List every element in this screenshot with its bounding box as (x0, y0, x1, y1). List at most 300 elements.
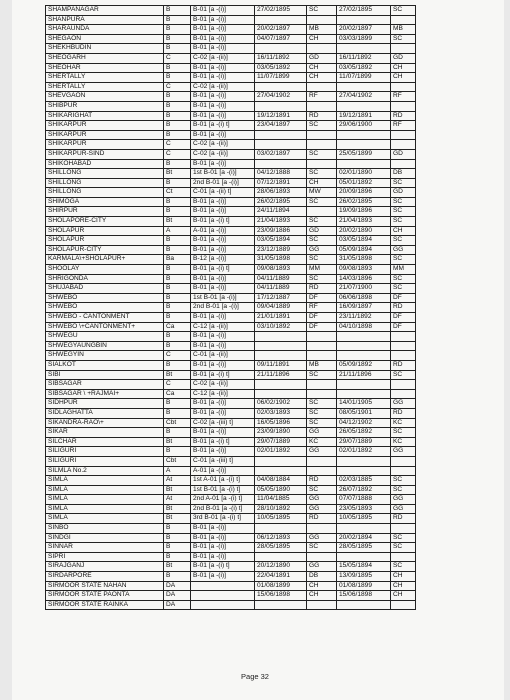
earliest-date-cell: 21/04/1893 (255, 217, 307, 227)
earliest-source-cell: CH (307, 178, 337, 188)
table-row (46, 591, 416, 601)
class-cell: Bt (164, 562, 191, 572)
class-cell: Bt (164, 485, 191, 495)
table-row (46, 197, 416, 207)
station-name-cell: SIKAR (46, 428, 164, 438)
table-row (46, 380, 416, 390)
earliest-date-cell: 04/07/1897 (255, 34, 307, 44)
table-row (46, 332, 416, 342)
table-row (46, 73, 416, 83)
earliest-date-cell: 27/04/1902 (255, 92, 307, 102)
earliest-source-cell: RF (307, 303, 337, 313)
type-code-cell (191, 600, 255, 610)
latest-source-cell: SC (391, 543, 416, 553)
latest-date-cell: 02/01/1892 (337, 447, 391, 457)
type-code-cell: 2nd B-01 [a -(i)] (191, 178, 255, 188)
class-cell: B (164, 6, 191, 16)
type-code-cell: C-12 [a -(ii)] (191, 389, 255, 399)
class-cell: B (164, 303, 191, 313)
earliest-source-cell: RD (307, 514, 337, 524)
table-row (46, 495, 416, 505)
latest-source-cell: RD (391, 514, 416, 524)
earliest-date-cell: 23/09/1890 (255, 428, 307, 438)
type-code-cell: B-01 [a -(i)] (191, 73, 255, 83)
earliest-source-cell (307, 524, 337, 534)
class-cell: DA (164, 581, 191, 591)
latest-source-cell (391, 82, 416, 92)
latest-date-cell: 05/09/1894 (337, 245, 391, 255)
latest-date-cell: 16/11/1892 (337, 53, 391, 63)
station-name-cell: SINBO (46, 524, 164, 534)
station-name-cell: SHIKARIGHAT (46, 111, 164, 121)
latest-date-cell: 06/06/1898 (337, 293, 391, 303)
latest-source-cell: RF (391, 92, 416, 102)
type-code-cell: 1st B-01 [a -(i)] (191, 293, 255, 303)
table-row (46, 399, 416, 409)
type-code-cell: B-01 [a -(i) t] (191, 265, 255, 275)
latest-date-cell: 26/05/1892 (337, 428, 391, 438)
station-name-cell: SHOLAPUR-CITY (46, 245, 164, 255)
earliest-source-cell: GG (307, 495, 337, 505)
earliest-source-cell (307, 389, 337, 399)
class-cell: B (164, 63, 191, 73)
station-name-cell: SHWEBO (46, 293, 164, 303)
earliest-source-cell: SC (307, 274, 337, 284)
latest-source-cell (391, 332, 416, 342)
station-name-cell: SHIKOHABAD (46, 159, 164, 169)
earliest-source-cell: MM (307, 265, 337, 275)
earliest-source-cell (307, 82, 337, 92)
latest-date-cell: 14/01/1905 (337, 399, 391, 409)
latest-source-cell (391, 380, 416, 390)
station-name-cell: SHIMOGA (46, 197, 164, 207)
latest-source-cell: SC (391, 6, 416, 16)
latest-source-cell: CH (391, 581, 416, 591)
latest-date-cell: 29/07/1889 (337, 437, 391, 447)
station-name-cell: SHILLONG (46, 178, 164, 188)
table-row (46, 169, 416, 179)
table-row (46, 6, 416, 16)
earliest-source-cell: SC (307, 399, 337, 409)
type-code-cell: B-01 [a -(i)] (191, 447, 255, 457)
earliest-date-cell: 02/03/1893 (255, 408, 307, 418)
type-code-cell: C-02 [a -(ii)] (191, 149, 255, 159)
class-cell: C (164, 149, 191, 159)
earliest-date-cell: 23/12/1889 (255, 245, 307, 255)
type-code-cell: B-01 [a -(i)] (191, 197, 255, 207)
earliest-date-cell: 03/05/1892 (255, 63, 307, 73)
latest-date-cell: 09/08/1893 (337, 265, 391, 275)
type-code-cell: B-01 [a -(i)] (191, 360, 255, 370)
latest-source-cell (391, 130, 416, 140)
station-name-cell: SIMLA (46, 514, 164, 524)
type-code-cell: B-01 [a -(i)] (191, 92, 255, 102)
station-name-cell: SHAMPANAGAR (46, 6, 164, 16)
type-code-cell: C-02 [a -(ii)] (191, 140, 255, 150)
latest-source-cell (391, 456, 416, 466)
latest-source-cell: CH (391, 73, 416, 83)
table-row (46, 389, 416, 399)
earliest-source-cell: SC (307, 418, 337, 428)
table-row (46, 370, 416, 380)
earliest-source-cell: SC (307, 370, 337, 380)
latest-source-cell: RD (391, 408, 416, 418)
earliest-date-cell: 20/02/1897 (255, 25, 307, 35)
latest-source-cell: RD (391, 360, 416, 370)
earliest-date-cell: 21/11/1896 (255, 370, 307, 380)
station-name-cell: SHIKARPUR (46, 130, 164, 140)
earliest-date-cell: 29/07/1889 (255, 437, 307, 447)
class-cell: Bt (164, 514, 191, 524)
class-cell: B (164, 197, 191, 207)
type-code-cell (191, 591, 255, 601)
earliest-source-cell (307, 130, 337, 140)
earliest-date-cell: 28/05/1895 (255, 543, 307, 553)
earliest-date-cell: 01/08/1899 (255, 581, 307, 591)
earliest-date-cell: 09/04/1889 (255, 303, 307, 313)
latest-date-cell: 03/05/1894 (337, 236, 391, 246)
earliest-date-cell (255, 351, 307, 361)
latest-date-cell: 08/05/1901 (337, 408, 391, 418)
latest-date-cell: 16/09/1897 (337, 303, 391, 313)
station-name-cell: SHERTALLY (46, 73, 164, 83)
class-cell: Cbt (164, 456, 191, 466)
earliest-date-cell: 16/05/1896 (255, 418, 307, 428)
class-cell: Ba (164, 255, 191, 265)
station-name-cell: SIKANDRA-RAO\+ (46, 418, 164, 428)
latest-source-cell: RF (391, 121, 416, 131)
class-cell: B (164, 92, 191, 102)
type-code-cell: C-02 [a -(ii)] (191, 380, 255, 390)
table-row (46, 236, 416, 246)
station-name-cell: SIDLAGHATTA (46, 408, 164, 418)
earliest-source-cell: GG (307, 504, 337, 514)
earliest-date-cell: 04/08/1884 (255, 476, 307, 486)
station-name-cell: SHOLAPUR (46, 226, 164, 236)
latest-date-cell (337, 332, 391, 342)
station-name-cell: SIMLA (46, 485, 164, 495)
type-code-cell: B-01 [a -(i)] (191, 399, 255, 409)
station-name-cell: SIBSAGAR \ +RAJMAI+ (46, 389, 164, 399)
table-row (46, 15, 416, 25)
latest-source-cell: SC (391, 197, 416, 207)
earliest-date-cell (255, 159, 307, 169)
type-code-cell: B-01 [a -(i)] (191, 130, 255, 140)
earliest-source-cell: SC (307, 6, 337, 16)
type-code-cell: B-01 [a -(i)] (191, 428, 255, 438)
station-name-cell: SHEKHBUDIN (46, 44, 164, 54)
latest-date-cell (337, 600, 391, 610)
earliest-source-cell (307, 552, 337, 562)
earliest-source-cell: SC (307, 408, 337, 418)
type-code-cell: B-01 [a -(i) t] (191, 121, 255, 131)
station-name-cell: SIRMOOR STATE PAONTA (46, 591, 164, 601)
class-cell: B (164, 44, 191, 54)
class-cell: B (164, 428, 191, 438)
station-name-cell: SILIGURI (46, 447, 164, 457)
class-cell: B (164, 245, 191, 255)
earliest-source-cell: GD (307, 53, 337, 63)
class-cell: B (164, 121, 191, 131)
earliest-source-cell (307, 351, 337, 361)
latest-source-cell: CH (391, 591, 416, 601)
latest-source-cell: SC (391, 217, 416, 227)
station-name-cell: SHWEBO (46, 303, 164, 313)
earliest-date-cell: 28/10/1892 (255, 504, 307, 514)
latest-source-cell: GD (391, 188, 416, 198)
table-row (46, 533, 416, 543)
table-row (46, 63, 416, 73)
latest-source-cell: SC (391, 562, 416, 572)
table-row (46, 92, 416, 102)
station-name-cell: SHRIGONDA (46, 274, 164, 284)
earliest-source-cell: DB (307, 572, 337, 582)
table-row (46, 456, 416, 466)
class-cell: B (164, 399, 191, 409)
latest-source-cell: GG (391, 495, 416, 505)
table-row (46, 34, 416, 44)
latest-source-cell (391, 466, 416, 476)
earliest-date-cell: 04/11/1889 (255, 274, 307, 284)
earliest-source-cell: GG (307, 447, 337, 457)
table-row (46, 255, 416, 265)
table-row (46, 217, 416, 227)
class-cell: B (164, 178, 191, 188)
class-cell: B (164, 360, 191, 370)
latest-source-cell: DF (391, 313, 416, 323)
station-name-cell: SIMLA (46, 504, 164, 514)
earliest-source-cell: SC (307, 255, 337, 265)
type-code-cell: B-01 [a -(i)] (191, 207, 255, 217)
station-name-cell: SIBI (46, 370, 164, 380)
latest-source-cell: RD (391, 111, 416, 121)
earliest-source-cell (307, 332, 337, 342)
earliest-date-cell: 04/11/1889 (255, 284, 307, 294)
latest-date-cell: 26/07/1892 (337, 485, 391, 495)
latest-source-cell: GD (391, 53, 416, 63)
station-name-cell: SHWEGYIN (46, 351, 164, 361)
latest-date-cell (337, 44, 391, 54)
class-cell: Bt (164, 504, 191, 514)
type-code-cell: B-01 [a -(i)] (191, 236, 255, 246)
table-row (46, 274, 416, 284)
table-row (46, 178, 416, 188)
table-row (46, 360, 416, 370)
class-cell: B (164, 159, 191, 169)
station-name-cell: SHEVGAON (46, 92, 164, 102)
table-row (46, 149, 416, 159)
type-code-cell: B-01 [a -(i) t] (191, 217, 255, 227)
earliest-date-cell (255, 341, 307, 351)
earliest-source-cell (307, 466, 337, 476)
type-code-cell: B-01 [a -(i)] (191, 44, 255, 54)
earliest-source-cell (307, 15, 337, 25)
earliest-date-cell (255, 524, 307, 534)
type-code-cell: 3rd B-01 [a -(i) t] (191, 514, 255, 524)
earliest-source-cell: CH (307, 73, 337, 83)
earliest-source-cell: GG (307, 533, 337, 543)
class-cell: C (164, 380, 191, 390)
table-row (46, 130, 416, 140)
station-name-cell: SINNAR (46, 543, 164, 553)
table-row (46, 504, 416, 514)
latest-source-cell: GG (391, 245, 416, 255)
earliest-source-cell: DF (307, 322, 337, 332)
earliest-date-cell: 15/06/1898 (255, 591, 307, 601)
table-row (46, 476, 416, 486)
latest-date-cell: 14/03/1896 (337, 274, 391, 284)
class-cell: B (164, 101, 191, 111)
station-name-cell: SHOLAPUR (46, 236, 164, 246)
latest-date-cell: 13/09/1895 (337, 572, 391, 582)
earliest-source-cell (307, 140, 337, 150)
type-code-cell: C-01 [a -(ii) t] (191, 188, 255, 198)
earliest-date-cell: 06/12/1893 (255, 533, 307, 543)
earliest-source-cell (307, 101, 337, 111)
station-name-cell: SHIKARPUR (46, 121, 164, 131)
latest-date-cell: 03/05/1892 (337, 63, 391, 73)
type-code-cell: B-01 [a -(i)] (191, 274, 255, 284)
earliest-date-cell (255, 82, 307, 92)
table-row (46, 600, 416, 610)
station-name-cell: SIRMOOR STATE NAHAN (46, 581, 164, 591)
station-name-cell: SHWEBO \+CANTONMENT+ (46, 322, 164, 332)
latest-date-cell: 28/05/1895 (337, 543, 391, 553)
earliest-source-cell (307, 600, 337, 610)
class-cell: B (164, 293, 191, 303)
station-name-cell: SIRAJGANJ (46, 562, 164, 572)
latest-date-cell (337, 15, 391, 25)
type-code-cell: B-01 [a -(i)] (191, 543, 255, 553)
type-code-cell: C-01 [a -(ii)] (191, 351, 255, 361)
station-name-cell: SILMLA No.2 (46, 466, 164, 476)
earliest-date-cell (255, 130, 307, 140)
table-row (46, 418, 416, 428)
latest-date-cell (337, 380, 391, 390)
class-cell: B (164, 533, 191, 543)
earliest-date-cell: 05/05/1890 (255, 485, 307, 495)
latest-date-cell (337, 456, 391, 466)
table-row (46, 245, 416, 255)
earliest-source-cell: SC (307, 121, 337, 131)
latest-source-cell: CH (391, 572, 416, 582)
table-row (46, 53, 416, 63)
earliest-date-cell: 16/11/1892 (255, 53, 307, 63)
earliest-source-cell: GG (307, 428, 337, 438)
latest-date-cell: 19/12/1891 (337, 111, 391, 121)
latest-source-cell: GG (391, 399, 416, 409)
station-name-cell: SIRDARPORE (46, 572, 164, 582)
earliest-date-cell: 26/02/1895 (255, 197, 307, 207)
latest-source-cell: SC (391, 485, 416, 495)
latest-source-cell: KC (391, 418, 416, 428)
table-row (46, 265, 416, 275)
latest-date-cell: 21/07/1900 (337, 284, 391, 294)
station-name-cell: SIBSAGAR (46, 380, 164, 390)
latest-date-cell: 03/03/1899 (337, 34, 391, 44)
earliest-date-cell: 23/04/1897 (255, 121, 307, 131)
station-name-cell: SIPRI (46, 552, 164, 562)
latest-date-cell: 29/06/1900 (337, 121, 391, 131)
latest-date-cell: 04/12/1902 (337, 418, 391, 428)
latest-date-cell: 05/09/1892 (337, 360, 391, 370)
station-name-cell: SHWEGU (46, 332, 164, 342)
earliest-date-cell: 20/12/1890 (255, 562, 307, 572)
class-cell: Cbt (164, 418, 191, 428)
earliest-date-cell: 07/12/1891 (255, 178, 307, 188)
class-cell: Bt (164, 370, 191, 380)
type-code-cell: B-01 [a -(i)] (191, 63, 255, 73)
type-code-cell: C-02 [a -(iii) t] (191, 418, 255, 428)
earliest-date-cell (255, 552, 307, 562)
earliest-date-cell: 03/05/1894 (255, 236, 307, 246)
type-code-cell: B-01 [a -(i)] (191, 159, 255, 169)
table-row (46, 524, 416, 534)
class-cell: Bt (164, 217, 191, 227)
latest-date-cell: 02/03/1885 (337, 476, 391, 486)
latest-source-cell (391, 159, 416, 169)
earliest-date-cell (255, 389, 307, 399)
type-code-cell: B-01 [a -(i) t] (191, 437, 255, 447)
class-cell: B (164, 34, 191, 44)
latest-source-cell: RD (391, 303, 416, 313)
latest-date-cell: 23/11/1892 (337, 313, 391, 323)
earliest-source-cell: SC (307, 217, 337, 227)
class-cell: B (164, 236, 191, 246)
latest-date-cell: 23/05/1893 (337, 504, 391, 514)
latest-source-cell: DF (391, 322, 416, 332)
station-name-cell: SHERTALLY (46, 82, 164, 92)
table-row (46, 562, 416, 572)
type-code-cell: B-01 [a -(i)] (191, 245, 255, 255)
earliest-date-cell: 04/12/1888 (255, 169, 307, 179)
latest-date-cell: 25/05/1899 (337, 149, 391, 159)
class-cell: B (164, 130, 191, 140)
class-cell: B (164, 408, 191, 418)
table-row (46, 552, 416, 562)
table-row (46, 207, 416, 217)
class-cell: B (164, 284, 191, 294)
type-code-cell: C-12 [a -(ii)] (191, 322, 255, 332)
earliest-date-cell (255, 466, 307, 476)
earliest-date-cell: 10/05/1895 (255, 514, 307, 524)
latest-source-cell: SC (391, 476, 416, 486)
earliest-date-cell: 06/02/1902 (255, 399, 307, 409)
post-office-register-table (45, 5, 416, 610)
latest-source-cell: SC (391, 255, 416, 265)
class-cell: Ct (164, 188, 191, 198)
earliest-source-cell: DF (307, 313, 337, 323)
earliest-source-cell: SC (307, 169, 337, 179)
latest-source-cell: DF (391, 293, 416, 303)
type-code-cell: B-01 [a -(i)] (191, 25, 255, 35)
earliest-date-cell: 19/12/1891 (255, 111, 307, 121)
type-code-cell: B-01 [a -(i)] (191, 332, 255, 342)
latest-source-cell (391, 341, 416, 351)
earliest-source-cell: RF (307, 92, 337, 102)
latest-source-cell (391, 44, 416, 54)
latest-source-cell (391, 600, 416, 610)
station-name-cell: SINDGI (46, 533, 164, 543)
latest-source-cell (391, 15, 416, 25)
earliest-source-cell: SC (307, 236, 337, 246)
latest-source-cell: SC (391, 370, 416, 380)
earliest-date-cell: 09/08/1893 (255, 265, 307, 275)
earliest-date-cell: 02/01/1892 (255, 447, 307, 457)
earliest-date-cell: 11/04/1885 (255, 495, 307, 505)
latest-date-cell (337, 351, 391, 361)
earliest-date-cell: 27/02/1895 (255, 6, 307, 16)
